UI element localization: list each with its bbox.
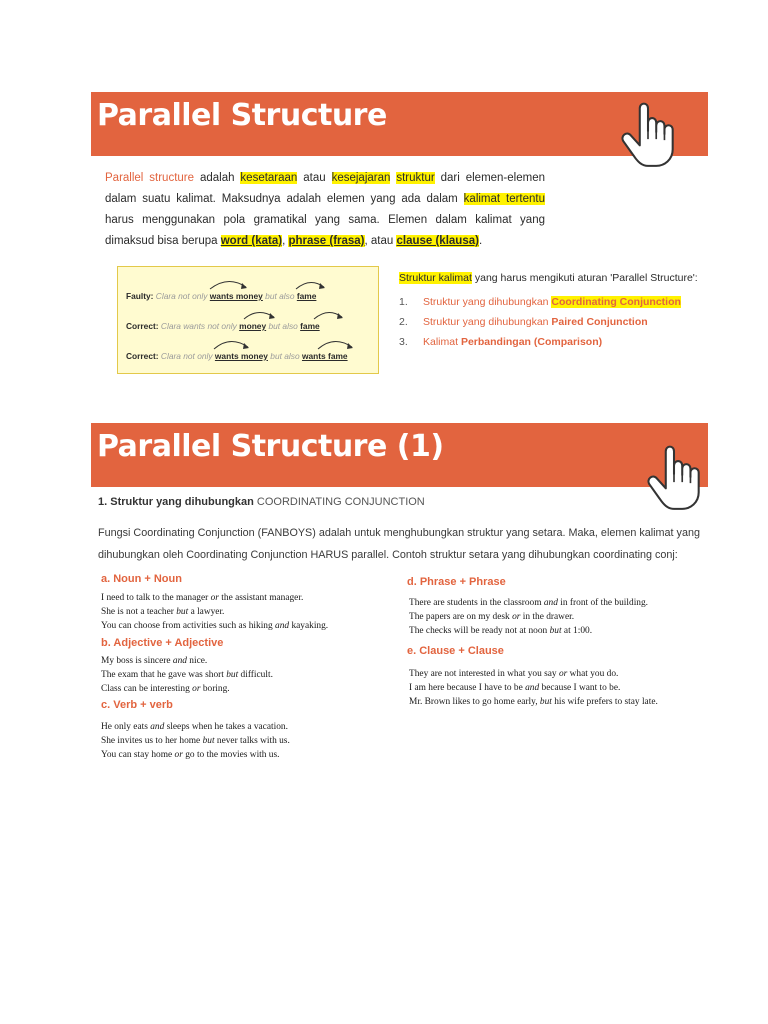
example-keyword: wants fame [301,351,348,361]
term-phrase: phrase (frasa) [288,235,365,247]
category-examples-c [101,720,391,762]
sentence-fragment: He only eats [101,722,151,732]
title-banner-2 [91,423,708,487]
conjunction-word: and [275,621,290,631]
section-heading [98,496,425,508]
category-examples-e [409,667,709,709]
example-keyword: money [239,321,267,331]
sentence-fragment: There are students in the classroom [409,598,544,608]
sentence-fragment: because I want to be. [539,683,621,693]
example-keyword: wants money [214,351,268,361]
sentence-fragment: The papers are on my desk [409,612,513,622]
sentence-fragment: I need to talk to the manager [101,593,211,603]
text-span: yang harus mengikuti aturan 'Parallel Structure': [471,272,698,284]
pointing-hand-icon [641,441,707,513]
sentence-fragment: You can stay home [101,750,175,760]
example-label: Correct: [126,351,159,361]
slide-title: Parallel Structure [97,98,387,133]
rule-text: Struktur yang dihubungkan [423,316,552,328]
example-keyword: fame [300,321,320,331]
category-examples-a [101,591,391,633]
slide-parallel-structure-1 [91,0,708,780]
example-sentence [409,695,709,709]
sentence-fragment: My boss is sincere [101,656,173,666]
sentence-fragment: The checks will be ready not at noon [409,626,550,636]
sentence-fragment: the assistant manager. [218,593,304,603]
conjunction-word: but [539,697,552,707]
conjunction-word: but [226,670,239,680]
sentence-fragment: They are not interested in what you say [409,669,559,679]
conjunction-word: or [210,593,219,603]
example-sentence [409,596,709,610]
category-title-e: e. Clause + Clause [407,645,504,657]
highlight-struktur-kalimat: Struktur kalimat [399,272,472,284]
example-sentence [409,667,709,681]
conjunction-word: or [192,684,201,694]
sentence-fragment: nice. [186,656,208,666]
example-text: but also [267,351,302,361]
conjunction-word: but [549,626,562,636]
category-title-a: a. Noun + Noun [101,573,182,585]
sentence-fragment: difficult. [238,670,273,680]
slide-title-2: Parallel Structure (1) [97,429,444,464]
conjunction-word: and [525,683,540,693]
example-sentence [101,668,391,682]
rule-text: Struktur yang dihubungkan [423,296,552,308]
example-sentence [101,734,391,748]
highlight-kalimat-tertentu: kalimat tertentu [463,193,545,205]
conjunction-word: or [512,612,521,622]
sentence-fragment: what you do. [567,669,619,679]
sentence-fragment: a lawyer. [188,607,225,617]
sentence-fragment: I am here because I have to be [409,683,526,693]
sentence-fragment: She is not a teacher [101,607,177,617]
sentence-fragment: his wife prefers to stay late. [551,697,658,707]
example-label: Correct: [126,321,159,331]
sentence-fragment: kayaking. [289,621,329,631]
sentence-fragment: You can choose from activities such as hiking [101,621,276,631]
conjunction-word: or [174,750,183,760]
example-sentence [101,619,391,633]
rule-number: 3. [399,336,408,348]
conjunction-word: or [558,669,568,679]
text-span: adalah [194,172,241,184]
example-sentence [409,681,709,695]
category-title-d: d. Phrase + Phrase [407,576,506,588]
example-keyword: fame [296,291,317,301]
rule-text: Kalimat [423,336,461,348]
example-sentence [101,591,391,605]
category-title-c: c. Verb + verb [101,699,173,711]
sentence-fragment: never talks with us. [214,736,290,746]
rule-strong: Perbandingan (Comparison) [460,336,603,348]
sentence-fragment: at 1:00. [561,626,593,636]
example-label: Faulty: [126,291,154,301]
example-sentence [409,610,709,624]
category-title-b: b. Adjective + Adjective [101,637,224,649]
section-heading-prefix: 1. Struktur yang dihubungkan [98,496,257,508]
example-text: Clara not only [160,351,215,361]
conjunction-word: and [543,598,558,608]
term-clause: clause (klausa) [396,235,479,247]
section-paragraph: Fungsi Coordinating Conjunction (FANBOYS) adalah untuk menghubungkan struktur yang setara. Maka, elemen kalimat yang dihubungkan oleh Coordinating Conjunction HARUS parallel. Contoh struktur setara yang dihubungkan coordinating conj: [98,527,700,561]
example-text: but also [262,291,297,301]
highlight-kesetaraan: kesetaraan [240,172,298,184]
rule-number: 1. [399,296,408,308]
example-text: Clara not only [155,291,210,301]
section-heading-topic: COORDINATING CONJUNCTION [256,496,425,508]
text-span: , atau [364,235,397,247]
sentence-fragment: in front of the building. [557,598,649,608]
text-span: , [282,235,289,247]
sentence-fragment: sleeps when he takes a vacation. [164,722,288,732]
sentence-fragment: Class can be interesting [101,684,193,694]
sentence-fragment: in the drawer. [520,612,575,622]
sentence-fragment: Mr. Brown likes to go home early, [409,697,540,707]
conjunction-word: and [150,722,165,732]
text-span: atau [297,172,332,184]
sentence-fragment: go to the movies with us. [182,750,280,760]
conjunction-word: but [202,736,215,746]
text-span: dari elemen-elemen dalam suatu kalimat. Maksudnya adalah elemen yang ada dalam [105,172,545,205]
example-sentence [409,624,709,638]
category-examples-d [409,596,709,638]
text-span: harus menggunakan pola gramatikal yang sama. Elemen dalam kalimat yang dimaksud bisa berupa [105,214,545,247]
example-sentence [101,654,391,668]
sentence-fragment: She invites us to her home [101,736,203,746]
conjunction-word: but [176,607,189,617]
sentence-fragment: boring. [200,684,230,694]
term-parallel-structure: Parallel structure [105,172,195,184]
highlight-kesejajaran: kesejajaran [331,172,391,184]
highlight-struktur: struktur [396,172,435,184]
example-sentence [101,605,391,619]
example-sentence [101,748,391,762]
rule-strong: Coordinating Conjunction [551,296,681,308]
example-sentence [101,720,391,734]
conjunction-word: and [172,656,187,666]
example-text: Clara wants not only [160,321,240,331]
term-word: word (kata) [220,235,283,247]
category-examples-b [101,654,391,696]
sentence-fragment: The exam that he gave was short [101,670,227,680]
text-span: . [478,235,483,247]
example-text: but also [266,321,301,331]
example-keyword: wants money [209,291,263,301]
rule-strong: Paired Conjunction [551,316,648,328]
example-sentence [101,682,391,696]
rule-number: 2. [399,316,408,328]
